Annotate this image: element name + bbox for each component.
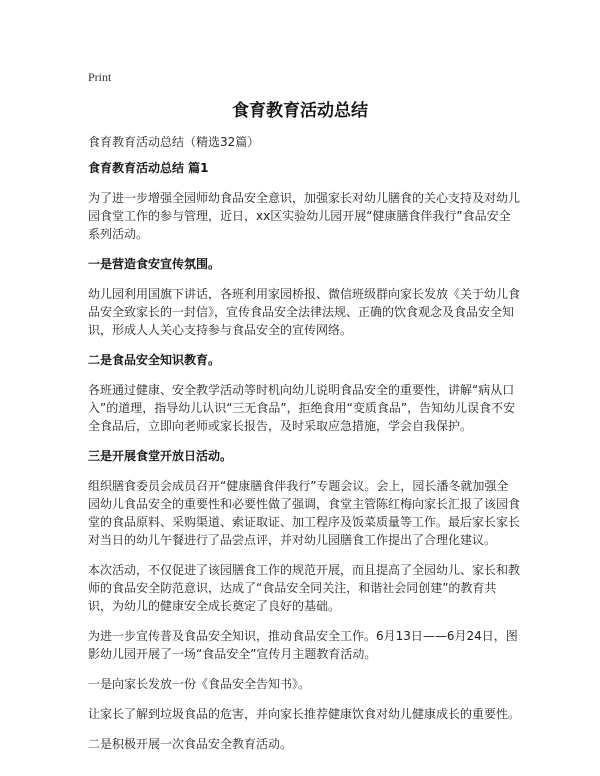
item1-paragraph: 一是向家长发放一份《食品安全告知书》。 [88,677,311,691]
part1-paragraph: 幼儿园利用国旗下讲话，各班利用家园桥报、微信班级群向家长发放《关于幼儿食品安全致家长的一封信》，宣传食品安全法律法规、正确的饮食观念及食品安全知识，形成人人关心支持参与食品安全的宣传网络。 [88,287,521,337]
document-subtitle: 食育教育活动总结（精选32篇） [88,135,260,149]
item1-body-paragraph: 让家长了解到垃圾食品的危害，并向家长推荐健康饮食对幼儿健康成长的重要性。 [88,707,521,721]
event-intro-paragraph: 为进一步宣传普及食品安全知识，推动食品安全工作。6月13日——6月24日，图影幼儿园开展了一场“食品安全”宣传月主题教育活动。 [88,629,518,661]
section-heading: 食育教育活动总结 篇1 [88,161,209,175]
document-body [88,133,520,765]
part1-heading: 一是营造食安宣传氛围。 [88,257,221,271]
summary-paragraph: 本次活动，不仅促进了该园膳食工作的规范开展，而且提高了全园幼儿、家长和教师的食品安全防范意识，达成了“食品安全同关注，和谐社会同创建”的教育共识，为幼儿的健康安全成长奠定了良好的基础。 [88,563,521,613]
part3-heading: 三是开展食堂开放日活动。 [88,449,233,463]
part2-paragraph: 各班通过健康、安全教学活动等时机向幼儿说明食品安全的重要性，讲解“病从口入”的道理，指导幼儿认识“三无食品”，拒绝食用“变质食品”，告知幼儿误食不安全食品后，立即向老师或家长报告，及时采取应急措施，学会自我保护。 [88,383,516,433]
print-link[interactable]: Print [88,70,112,84]
part2-heading: 二是食品安全知识教育。 [88,353,221,367]
part3-paragraph: 组织膳食委员会成员召开“健康膳食伴我行”专题会议。会上，园长潘冬就加强全园幼儿食品安全的重要性和必要性做了强调，食堂主管陈红梅向家长汇报了该园食堂的食品原料、采购渠道、索证取证、加工程序及饭菜质量等工作。最后家长家长对当日的幼儿午餐进行了品尝点评，并对幼儿园膳食工作提出了合理化建议。 [88,479,521,547]
item2-paragraph: 二是积极开展一次食品安全教育活动。 [88,737,293,751]
intro-paragraph: 为了进一步增强全园师幼食品安全意识，加强家长对幼儿膳食的关心支持及对幼儿园食堂工作的参与管理，近日，xx区实验幼儿园开展“健康膳食伴我行”食品安全系列活动。 [88,191,521,241]
page-title: 食育教育活动总结 [232,101,368,121]
